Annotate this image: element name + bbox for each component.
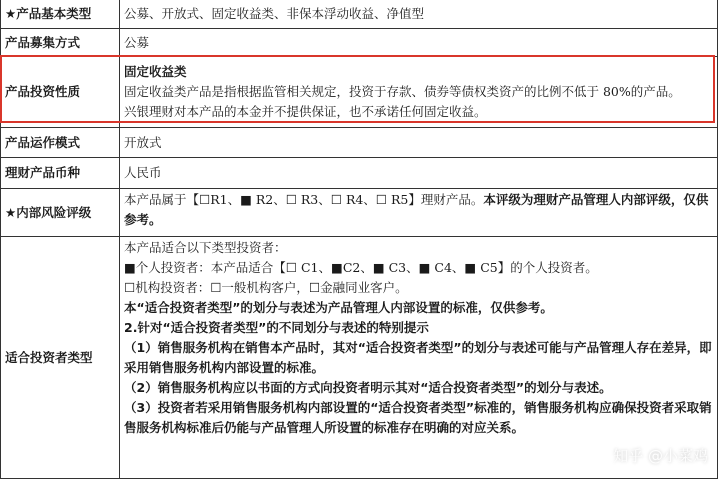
label-investor-type: 适合投资者类型: [1, 237, 120, 479]
investor-line-1: 本产品适合以下类型投资者：: [124, 240, 287, 255]
label-risk-rating: ★内部风险评级: [1, 189, 120, 237]
row-raise-method: [1, 29, 718, 57]
value-investor-type: [120, 237, 718, 479]
investor-line-7: （2）销售服务机构应以书面的方式向投资者明示其对“适合投资者类型”的划分与表述。: [124, 380, 612, 395]
label-investment-nature: 产品投资性质: [1, 57, 120, 128]
value-operation-mode: 开放式: [120, 128, 718, 158]
label-operation-mode: 产品运作模式: [1, 128, 120, 158]
investor-line-6: （1）销售服务机构在销售本产品时，其对“适合投资者类型”的划分与表述可能与产品管理人存在差异，即采用销售服务机构内部设置的标准。: [124, 340, 712, 375]
label-currency: 理财产品币种: [1, 158, 120, 189]
investor-line-3: ☐机构投资者：☐一般机构客户，☐金融同业客户。: [124, 280, 408, 295]
row-currency: [1, 158, 718, 189]
value-product-type: 公募、开放式、固定收益类、非保本浮动收益、净值型: [120, 0, 718, 29]
row-investment-nature: [1, 57, 718, 128]
nature-title: 固定收益类: [124, 64, 187, 79]
label-raise-method: 产品募集方式: [1, 29, 120, 57]
investor-line-5: 2.针对“适合投资者类型”的不同划分与表述的特别提示: [124, 320, 429, 335]
investor-line-8: （3）投资者若采用销售服务机构内部设置的“适合投资者类型”标准的，销售服务机构应确保投资者采取销售服务机构标准后仍能与产品管理人所设置的标准存在明确的对应关系。: [124, 400, 712, 435]
nature-line-1: 固定收益类产品是指根据监管相关规定，投资于存款、债券等债权类资产的比例不低于 80%的产品。: [124, 84, 681, 99]
label-product-type: ★产品基本类型: [1, 0, 120, 29]
value-currency: 人民币: [120, 158, 718, 189]
investor-line-4: 本“适合投资者类型”的划分与表述为产品管理人内部设置的标准，仅供参考。: [124, 300, 553, 315]
value-risk-rating: [120, 189, 718, 237]
row-investor-type: [1, 237, 718, 479]
risk-rating-text: 本产品属于【☐R1、■ R2、☐ R3、☐ R4、☐ R5】理财产品。: [124, 192, 484, 207]
value-investment-nature: [120, 57, 718, 128]
watermark: 知乎 @小菜鸡: [613, 447, 708, 465]
risk-rating-note: 本评级为理财产品管理人内部评级，仅供参考。: [124, 192, 709, 227]
row-product-type: [1, 0, 718, 29]
nature-line-2: 兴银理财对本产品的本金并不提供保证，也不承诺任何固定收益。: [124, 104, 487, 119]
row-operation-mode: [1, 128, 718, 158]
row-risk-rating: [1, 189, 718, 237]
value-raise-method: 公募: [120, 29, 718, 57]
investor-line-2: ■个人投资者：本产品适合【☐ C1、■C2、■ C3、■ C4、■ C5】的个人投资者。: [124, 260, 598, 275]
